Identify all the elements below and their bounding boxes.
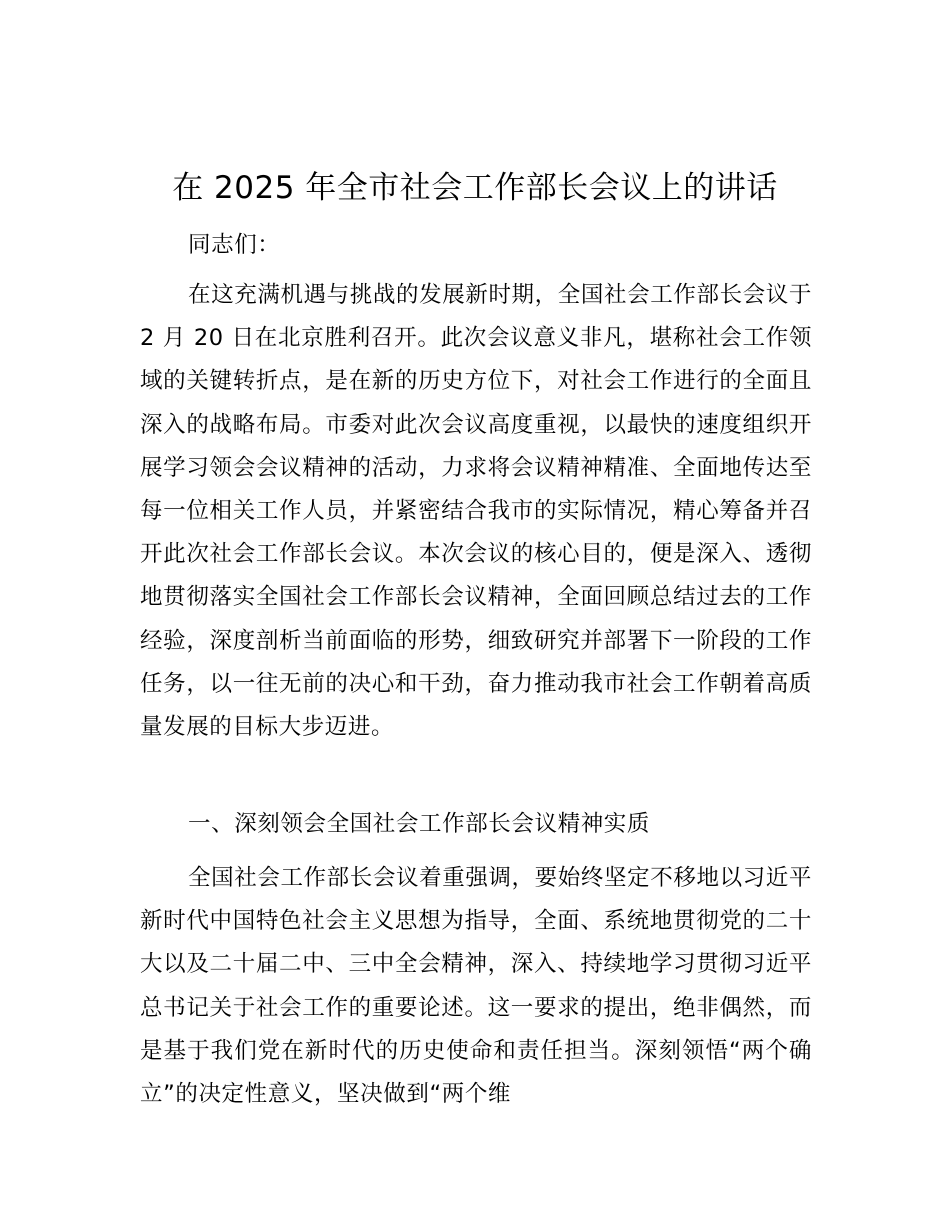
paragraph: 全国社会工作部长会议着重强调，要始终坚定不移地以习近平新时代中国特色社会主义思想为指导，全面、系统地贯彻党的二十大以及二十届二中、三中全会精神，深入、持续地学习贯彻习近平总书记关于社会工作的重要论述。这一要求的提出，绝非偶然，而是基于我们党在新时代的历史使命和责任担当。深刻领悟“两个确立”的决定性意义，坚决做到“两个维 [140, 865, 812, 1108]
document-title: 在 2025 年全市社会工作部长会议上的讲话 [172, 170, 778, 206]
paragraph: 在这充满机遇与挑战的发展新时期，全国社会工作部长会议于 2 月 20 日在北京胜利召开。此次会议意义非凡，堪称社会工作领域的关键转折点，是在新的历史方位下，对社会工作进行的全面且深入的战略布局。市委对此次会议高度重视，以最快的速度组织开展学习领会会议精神的活动，力求将会议精神精准、全面地传达至每一位相关工作人员，并紧密结合我市的实际情况，精心筹备并召开此次社会工作部长会议。本次会议的核心目的，便是深入、透彻地贯彻落实全国社会工作部长会议精神，全面回顾总结过去的工作经验，深度剖析当前面临的形势，细致研究并部署下一阶段的工作任务，以一往无前的决心和干劲，奋力推动我市社会工作朝着高质量发展的目标大步迈进。 [140, 282, 812, 741]
section-heading: 一、深刻领会全国社会工作部长会议精神实质 [188, 811, 651, 837]
greeting: 同志们： [188, 232, 281, 258]
